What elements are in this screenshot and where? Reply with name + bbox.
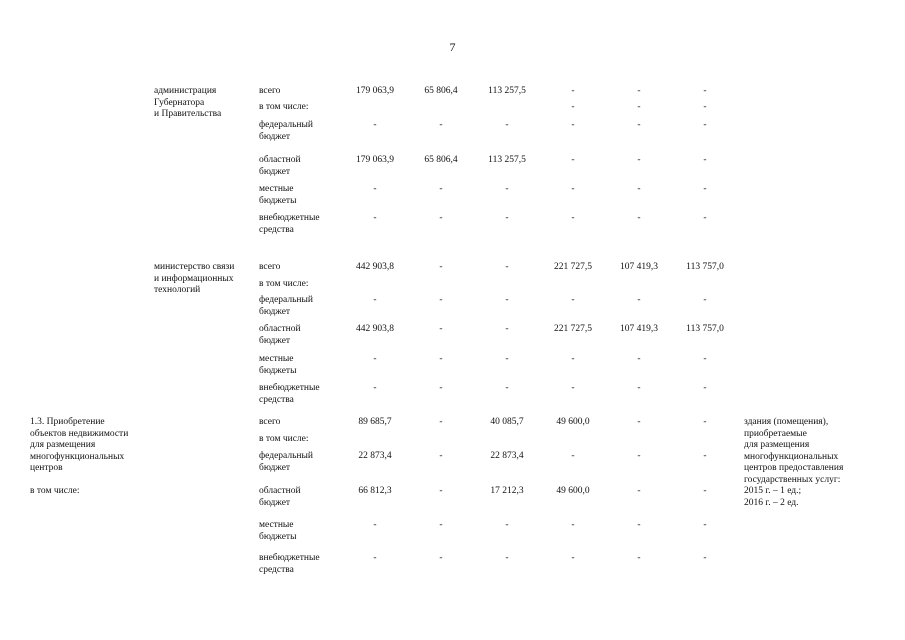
funding-source-label: федеральный [259, 295, 313, 305]
funding-source-label: бюджет [259, 306, 291, 317]
funding-source-label: областной [259, 324, 301, 334]
result-line: многофункциональных [744, 451, 839, 462]
value-cell: - [637, 184, 641, 194]
value-cell: - [505, 184, 509, 194]
value-cell: 49 600,0 [556, 486, 590, 496]
funding-source-label: бюджет [259, 462, 291, 473]
value-cell: - [703, 120, 707, 130]
funding-source-label: средства [259, 564, 294, 575]
executor-line: министерство связи [154, 262, 235, 272]
funding-source-label: всего [259, 86, 281, 96]
funding-source-label: местные [259, 184, 294, 194]
value-cell: - [637, 417, 641, 427]
value-cell: 113 257,5 [488, 155, 526, 165]
value-cell: 179 063,9 [356, 155, 394, 165]
value-cell: - [703, 184, 707, 194]
value-cell: - [571, 102, 575, 112]
result-line: приобретаемые [744, 428, 807, 439]
value-cell: - [373, 295, 377, 305]
value-cell: - [571, 86, 575, 96]
funding-source-label: всего [259, 262, 281, 272]
value-cell: - [505, 354, 509, 364]
value-cell: 66 812,3 [358, 486, 392, 496]
value-cell: - [439, 486, 443, 496]
value-cell: - [373, 553, 377, 563]
value-cell: - [571, 553, 575, 563]
value-cell: - [637, 354, 641, 364]
value-cell: - [505, 553, 509, 563]
value-cell: - [439, 213, 443, 223]
value-cell: 65 806,4 [424, 86, 458, 96]
value-cell: 113 257,5 [488, 86, 526, 96]
value-cell: - [703, 86, 707, 96]
value-cell: 107 419,3 [620, 262, 658, 272]
value-cell: - [439, 295, 443, 305]
funding-source-label: внебюджетные [259, 213, 320, 223]
value-cell: - [637, 520, 641, 530]
value-cell: - [505, 213, 509, 223]
funding-source-label: внебюджетные [259, 553, 320, 563]
value-cell: - [505, 262, 509, 272]
result-line: 2016 г. – 2 ед. [744, 497, 799, 508]
value-cell: - [703, 295, 707, 305]
value-cell: 179 063,9 [356, 86, 394, 96]
result-line: 2015 г. – 1 ед.; [744, 486, 802, 496]
value-cell: - [505, 120, 509, 130]
value-cell: - [373, 213, 377, 223]
value-cell: - [571, 120, 575, 130]
executor-line: технологий [154, 285, 201, 295]
value-cell: 107 419,3 [620, 324, 658, 334]
value-cell: - [505, 295, 509, 305]
value-cell: - [637, 102, 641, 112]
result-line: для размещения [744, 440, 810, 450]
value-cell: - [439, 262, 443, 272]
value-cell: - [439, 354, 443, 364]
funding-source-label: бюджет [259, 497, 291, 508]
value-cell: - [571, 451, 575, 461]
executor-line: и информационных [154, 273, 234, 284]
value-cell: - [439, 184, 443, 194]
funding-source-label: средства [259, 394, 294, 405]
value-cell: - [703, 383, 707, 393]
funding-source-label: средства [259, 224, 294, 235]
value-cell: - [571, 520, 575, 530]
value-cell: 113 757,0 [686, 324, 724, 334]
executor-line: Губернатора [154, 97, 205, 108]
funding-source-label: в том числе: [259, 102, 309, 112]
value-cell: - [505, 383, 509, 393]
funding-source-label: федеральный [259, 120, 313, 130]
value-cell: 22 873,4 [358, 451, 392, 461]
funding-source-label: бюджеты [259, 531, 297, 542]
funding-source-label: всего [259, 417, 281, 427]
value-cell: - [439, 553, 443, 563]
funding-source-label: в том числе: [259, 279, 309, 289]
value-cell: 22 873,4 [490, 451, 524, 461]
value-cell: 49 600,0 [556, 417, 590, 427]
funding-source-label: местные [259, 354, 294, 364]
value-cell: - [637, 451, 641, 461]
funding-source-label: бюджеты [259, 365, 297, 376]
item-name-line: для размещения [30, 440, 96, 450]
funding-source-label: местные [259, 520, 294, 530]
value-cell: - [571, 213, 575, 223]
value-cell: - [703, 354, 707, 364]
value-cell: 65 806,4 [424, 155, 458, 165]
result-line: центров предоставления [744, 463, 844, 473]
value-cell: - [373, 184, 377, 194]
value-cell: - [637, 86, 641, 96]
value-cell: - [637, 213, 641, 223]
value-cell: - [703, 102, 707, 112]
page-number: 7 [449, 40, 456, 54]
value-cell: - [703, 553, 707, 563]
value-cell: - [439, 451, 443, 461]
item-name-line: 1.3. Приобретение [30, 417, 105, 427]
funding-source-label: бюджет [259, 131, 291, 142]
value-cell: 442 903,8 [356, 262, 394, 272]
value-cell: - [505, 324, 509, 334]
value-cell: - [703, 155, 707, 165]
funding-source-label: областной [259, 486, 301, 496]
value-cell: 221 727,5 [554, 262, 592, 272]
item-name-line: многофункциональных [30, 451, 125, 462]
value-cell: 89 685,7 [358, 417, 392, 427]
funding-source-label: бюджет [259, 166, 291, 177]
value-cell: - [703, 213, 707, 223]
value-cell: - [637, 383, 641, 393]
value-cell: - [703, 417, 707, 427]
item-name-line: объектов недвижимости [30, 428, 129, 439]
value-cell: - [637, 553, 641, 563]
value-cell: - [637, 120, 641, 130]
value-cell: 442 903,8 [356, 324, 394, 334]
value-cell: - [571, 354, 575, 364]
result-line: здания (помещения), [744, 417, 829, 427]
value-cell: - [439, 383, 443, 393]
value-cell: - [571, 383, 575, 393]
funding-source-label: внебюджетные [259, 383, 320, 393]
value-cell: - [439, 120, 443, 130]
value-cell: - [637, 155, 641, 165]
result-line: государственных услуг: [744, 474, 841, 485]
value-cell: - [373, 354, 377, 364]
value-cell: - [571, 295, 575, 305]
value-cell: - [637, 295, 641, 305]
value-cell: - [373, 383, 377, 393]
value-cell: - [703, 486, 707, 496]
value-cell: - [505, 520, 509, 530]
value-cell: 113 757,0 [686, 262, 724, 272]
funding-source-label: бюджет [259, 335, 291, 346]
funding-source-label: областной [259, 155, 301, 165]
item-name-line: в том числе: [30, 486, 80, 496]
executor-line: администрация [154, 86, 217, 96]
executor-line: и Правительства [154, 109, 222, 119]
value-cell: 40 085,7 [490, 417, 524, 427]
value-cell: - [439, 417, 443, 427]
value-cell: - [703, 520, 707, 530]
funding-source-label: федеральный [259, 451, 313, 461]
value-cell: - [373, 120, 377, 130]
value-cell: - [703, 451, 707, 461]
value-cell: 221 727,5 [554, 324, 592, 334]
value-cell: - [439, 520, 443, 530]
funding-source-label: в том числе: [259, 434, 309, 444]
value-cell: - [439, 324, 443, 334]
item-name-line: центров [30, 463, 63, 473]
funding-source-label: бюджеты [259, 195, 297, 206]
value-cell: - [637, 486, 641, 496]
value-cell: - [571, 155, 575, 165]
value-cell: 17 212,3 [490, 486, 524, 496]
value-cell: - [571, 184, 575, 194]
value-cell: - [373, 520, 377, 530]
